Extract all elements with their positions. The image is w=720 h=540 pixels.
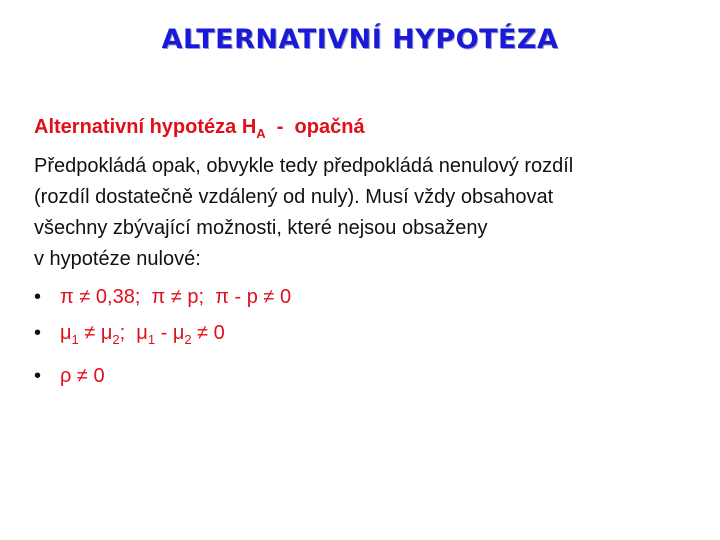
subscript: 1 bbox=[147, 332, 156, 347]
paragraph-line: v hypotéze nulové: bbox=[34, 248, 201, 270]
bullet-text-pi: π ≠ 0,38; π ≠ p; π - p ≠ 0 bbox=[60, 286, 292, 308]
slide-content bbox=[34, 112, 694, 394]
formula-part: ≠ 0 bbox=[191, 322, 225, 344]
bullet-item-pi bbox=[34, 279, 694, 315]
subscript: 2 bbox=[184, 332, 192, 347]
paragraph-line: všechny zbývající možnosti, které nejsou obsaženy bbox=[34, 217, 488, 239]
bullet-symbol: • bbox=[34, 322, 42, 344]
formula-part: ≠ μ bbox=[78, 322, 113, 344]
heading-suffix: - opačná bbox=[265, 116, 365, 138]
paragraph-line: Předpokládá opak, obvykle tedy předpokládá nenulový rozdíl bbox=[34, 155, 574, 177]
bullet-symbol: • bbox=[34, 286, 42, 308]
formula-part: ; μ bbox=[119, 322, 148, 344]
subscript: 1 bbox=[71, 332, 79, 347]
mu-symbol: μ bbox=[60, 322, 72, 344]
hypothesis-bullet-list bbox=[34, 279, 694, 394]
bullet-item-mu bbox=[34, 315, 694, 358]
paragraph-line: (rozdíl dostatečně vzdálený od nuly). Musí vždy obsahovat bbox=[34, 186, 554, 208]
formula-part: - μ bbox=[155, 322, 185, 344]
heading-text: Alternativní hypotéza H bbox=[34, 116, 257, 138]
heading-subscript: A bbox=[256, 126, 266, 141]
alternative-hypothesis-heading bbox=[34, 112, 694, 149]
bullet-symbol: • bbox=[34, 365, 42, 387]
bullet-text-rho: ρ ≠ 0 bbox=[60, 365, 105, 387]
bullet-text-mu bbox=[60, 322, 225, 347]
bullet-item-rho bbox=[34, 358, 694, 394]
slide-title: ALTERNATIVNÍ HYPOTÉZA bbox=[161, 24, 559, 55]
definition-paragraph bbox=[34, 151, 694, 275]
subscript: 2 bbox=[112, 332, 120, 347]
